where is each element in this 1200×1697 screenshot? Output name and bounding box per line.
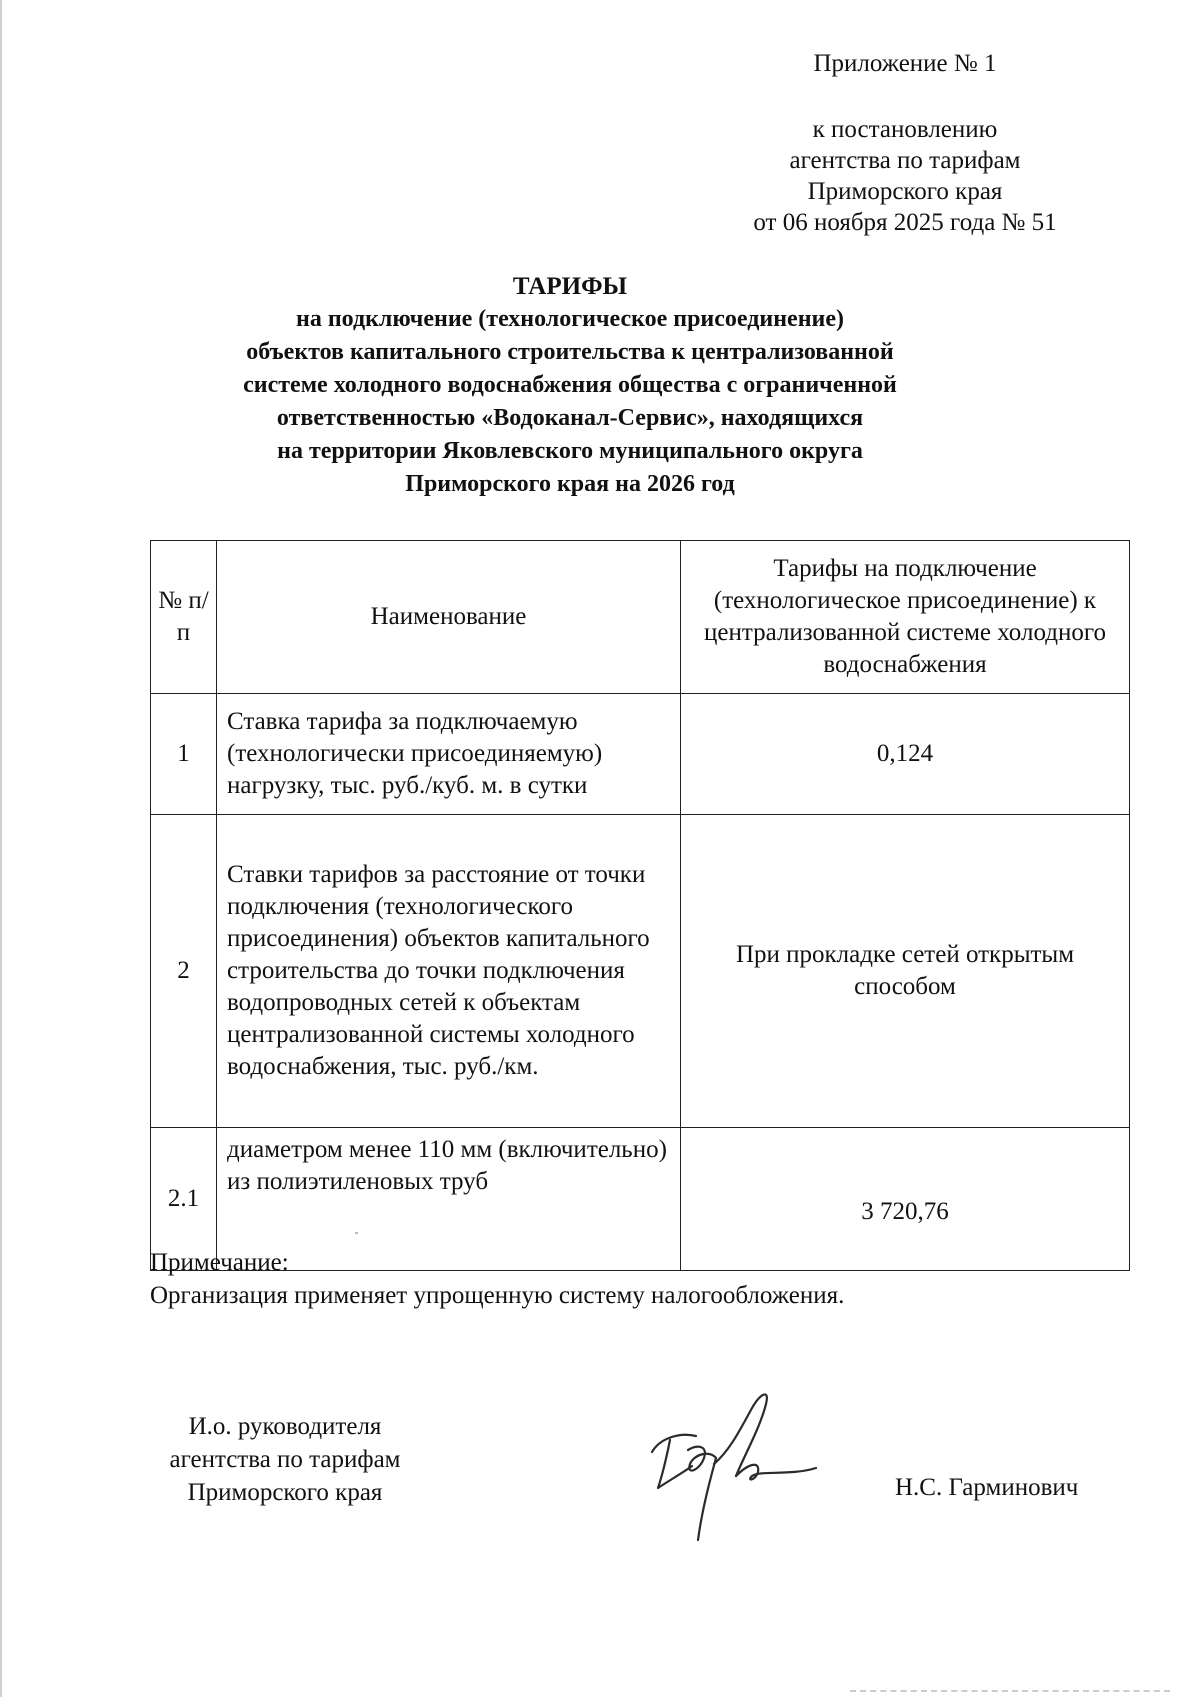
tariffs-table [150, 540, 1130, 1271]
table-row [151, 694, 1130, 815]
position-line: И.о. руководителя [188, 1413, 382, 1440]
heading-main: ТАРИФЫ [512, 273, 628, 300]
heading-line: ответственностью «Водоканал-Сервис», находящихся [276, 405, 864, 431]
heading-line: объектов капитального строительства к централизованной [246, 339, 894, 365]
note-label: Примечание: [150, 1249, 289, 1276]
signatory-position [140, 1410, 430, 1509]
heading-line: на территории Яковлевского муниципального округа [277, 438, 863, 464]
appendix-line: к постановлению [812, 116, 998, 143]
row-value: При прокладке сетей открытым способом [681, 815, 1130, 1128]
table-row [151, 815, 1130, 1128]
header-name: Наименование [217, 541, 681, 694]
header-num: № п/п [151, 541, 217, 694]
position-line: Приморского края [187, 1479, 383, 1506]
scan-edge [0, 0, 2, 1697]
scan-artifact [850, 1690, 1170, 1694]
document-heading [150, 270, 990, 501]
handwritten-signature [640, 1380, 830, 1560]
note-block [150, 1246, 1110, 1312]
row-name: Ставки тарифов за расстояние от точки подключения (технологического присоединения) объектов капитального строительства до точки подключения водопроводных сетей к объектам централизованной системы холодного водоснабжения, тыс. руб./км. [217, 815, 681, 1128]
appendix-reference [700, 114, 1110, 238]
note-text: Организация применяет упрощенную систему налогообложения. [150, 1282, 845, 1309]
position-line: агентства по тарифам [169, 1446, 401, 1473]
heading-line: системе холодного водоснабжения общества с ограниченной [243, 372, 897, 398]
appendix-line: агентства по тарифам [789, 147, 1021, 174]
appendix-line: Приморского края [807, 178, 1003, 205]
row-num: 2 [151, 815, 217, 1128]
header-value: Тарифы на подключение (технологическое присоединение) к централизованной системе холодного водоснабжения [681, 541, 1130, 694]
heading-line: Приморского края на 2026 год [405, 471, 735, 497]
row-value: 3 720,76 [681, 1128, 1130, 1271]
heading-line: на подключение (технологическое присоединение) [295, 306, 844, 332]
row-name: Ставка тарифа за подключаемую (технологически присоединяемую) нагрузку, тыс. руб./куб. м. в сутки [217, 694, 681, 815]
row-num: 2.1 [151, 1128, 217, 1271]
row-num: 1 [151, 694, 217, 815]
scan-speck [355, 1232, 358, 1234]
row-value: 0,124 [681, 694, 1130, 815]
appendix-title: Приложение № 1 [813, 50, 997, 77]
appendix-line: от 06 ноября 2025 года № 51 [753, 209, 1057, 236]
table-header-row [151, 541, 1130, 694]
row-name: диаметром менее 110 мм (включительно) из полиэтиленовых труб [217, 1128, 681, 1271]
signer-name: Н.С. Гарминович [895, 1474, 1079, 1501]
